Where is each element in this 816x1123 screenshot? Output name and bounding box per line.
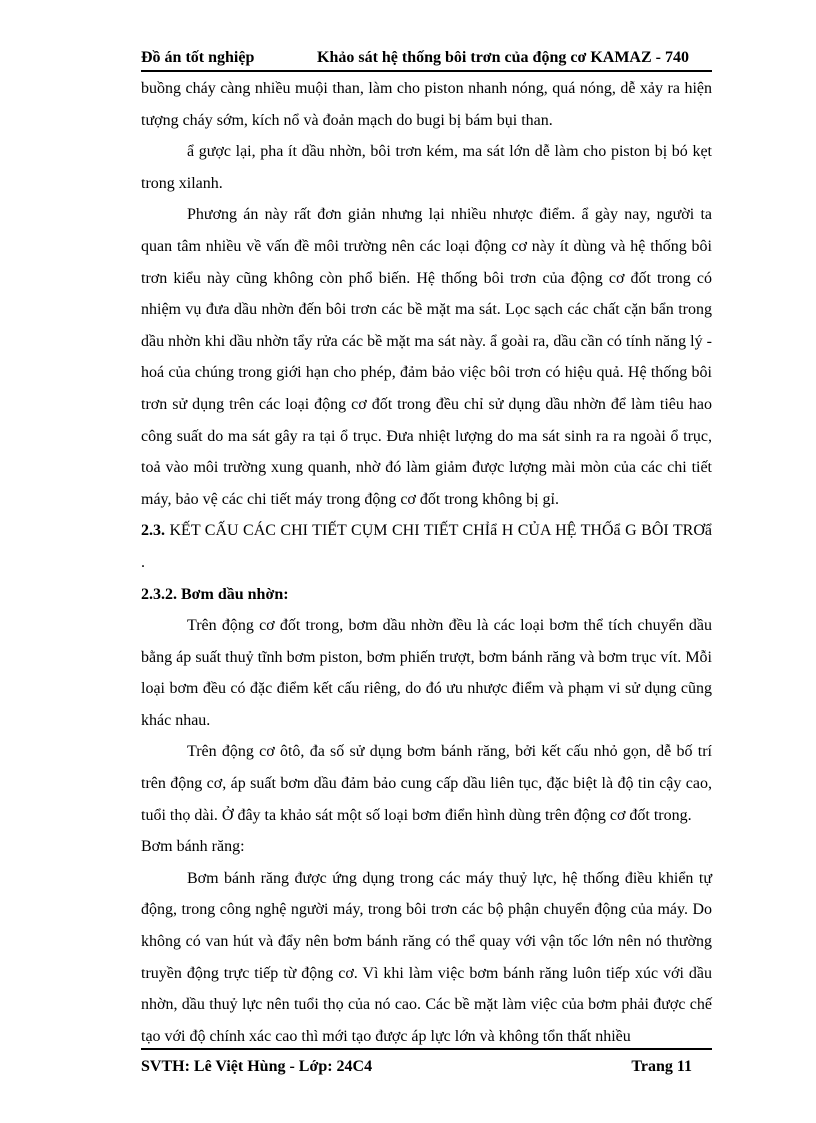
header-thesis-label: Đồ án tốt nghiệp [141,49,255,66]
section-heading-2-3 [141,515,712,578]
paragraph-6: Bơm bánh răng được ứng dụng trong các máy thuỷ lực, hệ thống điều khiển tự động, trong công nghệ người máy, trong bôi trơn các bộ phận chuyển động của máy. Do không có van hút và đẩy nên bơm bánh răng có thể quay với vận tốc lớn nên nó thường truyền động trực tiếp từ động cơ. Vì khi làm việc bơm bánh răng luôn tiếp xúc với dầu nhờn, dầu thuỷ lực nên tuổi thọ của nó cao. Các bề mặt làm việc của bơm phải được chế tạo với độ chính xác cao thì mới tạo được áp lực lớn và không tổn thất nhiều [141,869,712,1045]
page-footer [141,1048,712,1078]
paragraph-4: Trên động cơ đốt trong, bơm dầu nhờn đều là các loại bơm thể tích chuyển dầu bằng áp suất thuỷ tĩnh bơm piston, bơm phiến trượt, bơm bánh răng và bơm trục vít. Mỗi loại bơm đều có đặc điểm kết cấu riêng, do đó ưu nhược điểm và phạm vi sử dụng cũng khác nhau. [141,617,712,729]
page-body [141,73,712,1052]
paragraph-3: Phương án này rất đơn giản nhưng lại nhiều nhược điểm. ẩ gày nay, người ta quan tâm nhiều về vấn đề môi trường nên các loại động cơ này ít dùng và hệ thống bôi trơn kiểu này cũng không còn phổ biến. Hệ thống bôi trơn của động cơ đốt trong có nhiệm vụ đưa dầu nhờn đến bôi trơn các bề mặt ma sát. Lọc sạch các chất cặn bẩn trong dầu nhờn khi dầu nhờn tẩy rửa các bề mặt ma sát này. ẩ goài ra, dầu cần có tính năng lý - hoá của chúng trong giới hạn cho phép, đảm bảo việc bôi trơn có hiệu quả. Hệ thống bôi trơn sử dụng trên các loại động cơ đốt trong đều chỉ sử dụng dầu nhờn để làm tiêu hao công suất do ma sát gây ra tại ổ trục. Đưa nhiệt lượng do ma sát sinh ra ra ngoài ổ trục, toả vào môi trường xung quanh, nhờ đó làm giảm được lượng mài mòn của các chi tiết máy, bảo vệ các chi tiết máy trong động cơ đốt trong không bị gỉ. [141,206,712,508]
section-title: KẾT CẤU CÁC CHI TIẾT CỤM CHI TIẾT CHỈẩ H CỦA HỆ THỐẩ G BÔI TRƠẩ . [141,522,712,571]
section-number: 2.3. [141,522,165,540]
page-header [141,46,712,72]
subheading-gear-pump: Bơm bánh răng: [141,838,245,856]
section-heading-2-3-2: 2.3.2. Bơm dầu nhờn: [141,585,289,603]
header-title: Khảo sát hệ thống bôi trơn của động cơ KAMAZ - 740 [317,49,689,66]
paragraph-2: ẩ gược lại, pha ít dầu nhờn, bôi trơn kém, ma sát lớn dễ làm cho piston bị bó kẹt trong xilanh. [141,143,712,192]
footer-page-number: Trang 11 [631,1058,692,1075]
paragraph-1: buồng cháy càng nhiều muội than, làm cho piston nhanh nóng, quá nóng, dễ xảy ra hiện tượng cháy sớm, kích nổ và đoản mạch do bugi bị bám bụi than. [141,80,712,129]
paragraph-5: Trên động cơ ôtô, đa số sử dụng bơm bánh răng, bởi kết cấu nhỏ gọn, dễ bố trí trên động cơ, áp suất bơm dầu đảm bảo cung cấp dầu liên tục, đặc biệt là độ tin cậy cao, tuổi thọ dài. Ở đây ta khảo sát một số loại bơm điển hình dùng trên động cơ đốt trong. [141,743,712,824]
footer-student-info: SVTH: Lê Việt Hùng - Lớp: 24C4 [141,1058,373,1075]
